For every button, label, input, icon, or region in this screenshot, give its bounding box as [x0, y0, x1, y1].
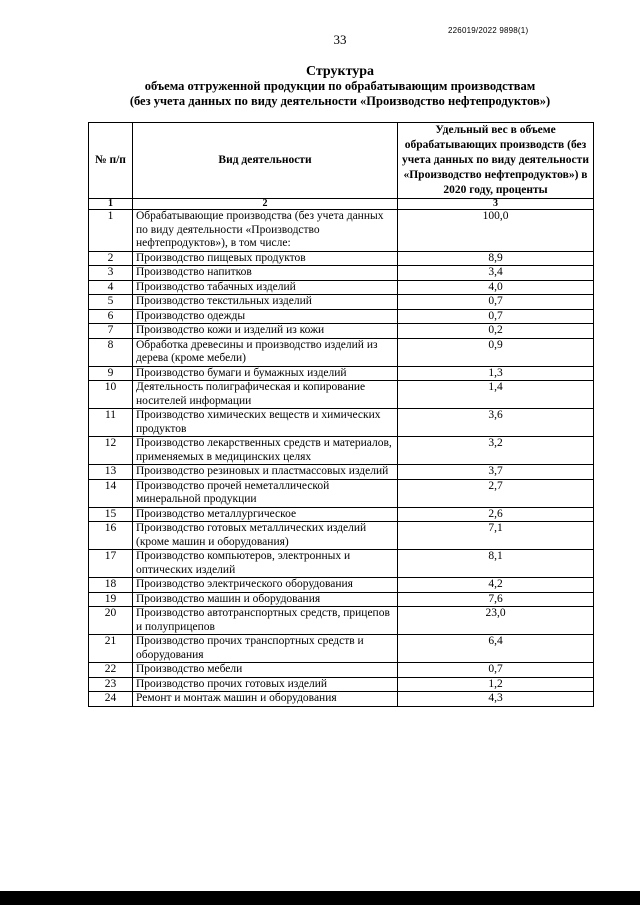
table-row	[89, 309, 594, 324]
column-index-row	[89, 199, 594, 210]
share-value: 1,4	[398, 381, 594, 409]
share-value: 4,2	[398, 578, 594, 593]
row-number: 2	[89, 251, 133, 266]
row-number: 14	[89, 479, 133, 507]
activity-name: Производство прочих транспортных средств и оборудования	[133, 635, 398, 663]
page-number: 33	[333, 32, 347, 47]
activity-name: Производство текстильных изделий	[133, 295, 398, 310]
row-number: 5	[89, 295, 133, 310]
share-value: 4,3	[398, 692, 594, 707]
row-number: 10	[89, 381, 133, 409]
activity-name: Производство прочей неметаллической минеральной продукции	[133, 479, 398, 507]
activity-name: Производство бумаги и бумажных изделий	[133, 366, 398, 381]
share-value: 8,9	[398, 251, 594, 266]
table-row	[89, 465, 594, 480]
row-number: 21	[89, 635, 133, 663]
table-row	[89, 550, 594, 578]
table-row	[89, 251, 594, 266]
activity-name: Ремонт и монтаж машин и оборудования	[133, 692, 398, 707]
activity-name: Производство мебели	[133, 663, 398, 678]
table-row	[89, 210, 594, 252]
activity-name: Производство напитков	[133, 266, 398, 281]
share-value: 23,0	[398, 607, 594, 635]
table-row	[89, 324, 594, 339]
share-value: 3,2	[398, 437, 594, 465]
row-number: 12	[89, 437, 133, 465]
table-row	[89, 692, 594, 707]
document-title	[40, 64, 640, 109]
share-value: 8,1	[398, 550, 594, 578]
header-number: № п/п	[89, 123, 133, 199]
table-row	[89, 578, 594, 593]
share-value: 1,2	[398, 677, 594, 692]
table-row	[89, 437, 594, 465]
activity-name: Производство кожи и изделий из кожи	[133, 324, 398, 339]
table-row	[89, 663, 594, 678]
share-value: 0,7	[398, 295, 594, 310]
share-value: 7,6	[398, 592, 594, 607]
column-index: 2	[133, 199, 398, 210]
table-row	[89, 338, 594, 366]
activity-name: Производство прочих готовых изделий	[133, 677, 398, 692]
share-value: 6,4	[398, 635, 594, 663]
document-id: 226019/2022 9898(1)	[448, 26, 529, 35]
activity-name: Производство химических веществ и химических продуктов	[133, 409, 398, 437]
row-number: 18	[89, 578, 133, 593]
column-index: 1	[89, 199, 133, 210]
activity-name: Деятельность полиграфическая и копирование носителей информации	[133, 381, 398, 409]
table-row	[89, 522, 594, 550]
title-line-1: Структура	[305, 64, 375, 79]
table-header-row	[89, 123, 594, 199]
row-number: 16	[89, 522, 133, 550]
share-value: 3,7	[398, 465, 594, 480]
row-number: 4	[89, 280, 133, 295]
share-value: 0,7	[398, 309, 594, 324]
row-number: 17	[89, 550, 133, 578]
activity-name: Производство резиновых и пластмассовых изделий	[133, 465, 398, 480]
row-number: 1	[89, 210, 133, 252]
table-row	[89, 677, 594, 692]
table-row	[89, 507, 594, 522]
row-number: 22	[89, 663, 133, 678]
row-number: 15	[89, 507, 133, 522]
row-number: 20	[89, 607, 133, 635]
table-row	[89, 479, 594, 507]
table-row	[89, 592, 594, 607]
activity-name: Производство компьютеров, электронных и оптических изделий	[133, 550, 398, 578]
table-body	[89, 210, 594, 707]
table-row	[89, 295, 594, 310]
column-index: 3	[398, 199, 594, 210]
row-number: 13	[89, 465, 133, 480]
table-row	[89, 381, 594, 409]
share-value: 3,4	[398, 266, 594, 281]
header-share: Удельный вес в объеме обрабатывающих производств (без учета данных по виду деятельности «Производство нефтепродуктов») в 2020 году, проценты	[398, 123, 594, 199]
title-line-2: объема отгруженной продукции по обрабатывающим производствам	[144, 79, 536, 93]
share-value: 0,7	[398, 663, 594, 678]
activity-name: Производство лекарственных средств и материалов, применяемых в медицинских целях	[133, 437, 398, 465]
table-row	[89, 409, 594, 437]
table-row	[89, 266, 594, 281]
row-number: 24	[89, 692, 133, 707]
activity-name: Производство готовых металлических изделий (кроме машин и оборудования)	[133, 522, 398, 550]
row-number: 6	[89, 309, 133, 324]
share-value: 7,1	[398, 522, 594, 550]
row-number: 3	[89, 266, 133, 281]
activity-name: Производство пищевых продуктов	[133, 251, 398, 266]
activity-name: Обрабатывающие производства (без учета данных по виду деятельности «Производство нефтепродуктов»), в том числе:	[133, 210, 398, 252]
activity-name: Обработка древесины и производство изделий из дерева (кроме мебели)	[133, 338, 398, 366]
title-line-3: (без учета данных по виду деятельности «Производство нефтепродуктов»)	[129, 94, 551, 108]
header-activity: Вид деятельности	[133, 123, 398, 199]
activity-name: Производство электрического оборудования	[133, 578, 398, 593]
activity-name: Производство одежды	[133, 309, 398, 324]
share-value: 2,6	[398, 507, 594, 522]
table-row	[89, 607, 594, 635]
share-value: 100,0	[398, 210, 594, 252]
share-value: 0,9	[398, 338, 594, 366]
share-value: 1,3	[398, 366, 594, 381]
activity-name: Производство металлургическое	[133, 507, 398, 522]
table-row	[89, 635, 594, 663]
row-number: 19	[89, 592, 133, 607]
row-number: 9	[89, 366, 133, 381]
row-number: 7	[89, 324, 133, 339]
activity-name: Производство машин и оборудования	[133, 592, 398, 607]
table-row	[89, 366, 594, 381]
row-number: 11	[89, 409, 133, 437]
activity-name: Производство табачных изделий	[133, 280, 398, 295]
share-value: 2,7	[398, 479, 594, 507]
share-value: 3,6	[398, 409, 594, 437]
share-value: 4,0	[398, 280, 594, 295]
activity-name: Производство автотранспортных средств, прицепов и полуприцепов	[133, 607, 398, 635]
structure-table	[88, 122, 594, 707]
table-row	[89, 280, 594, 295]
row-number: 8	[89, 338, 133, 366]
share-value: 0,2	[398, 324, 594, 339]
row-number: 23	[89, 677, 133, 692]
scan-bottom-edge	[0, 891, 640, 905]
